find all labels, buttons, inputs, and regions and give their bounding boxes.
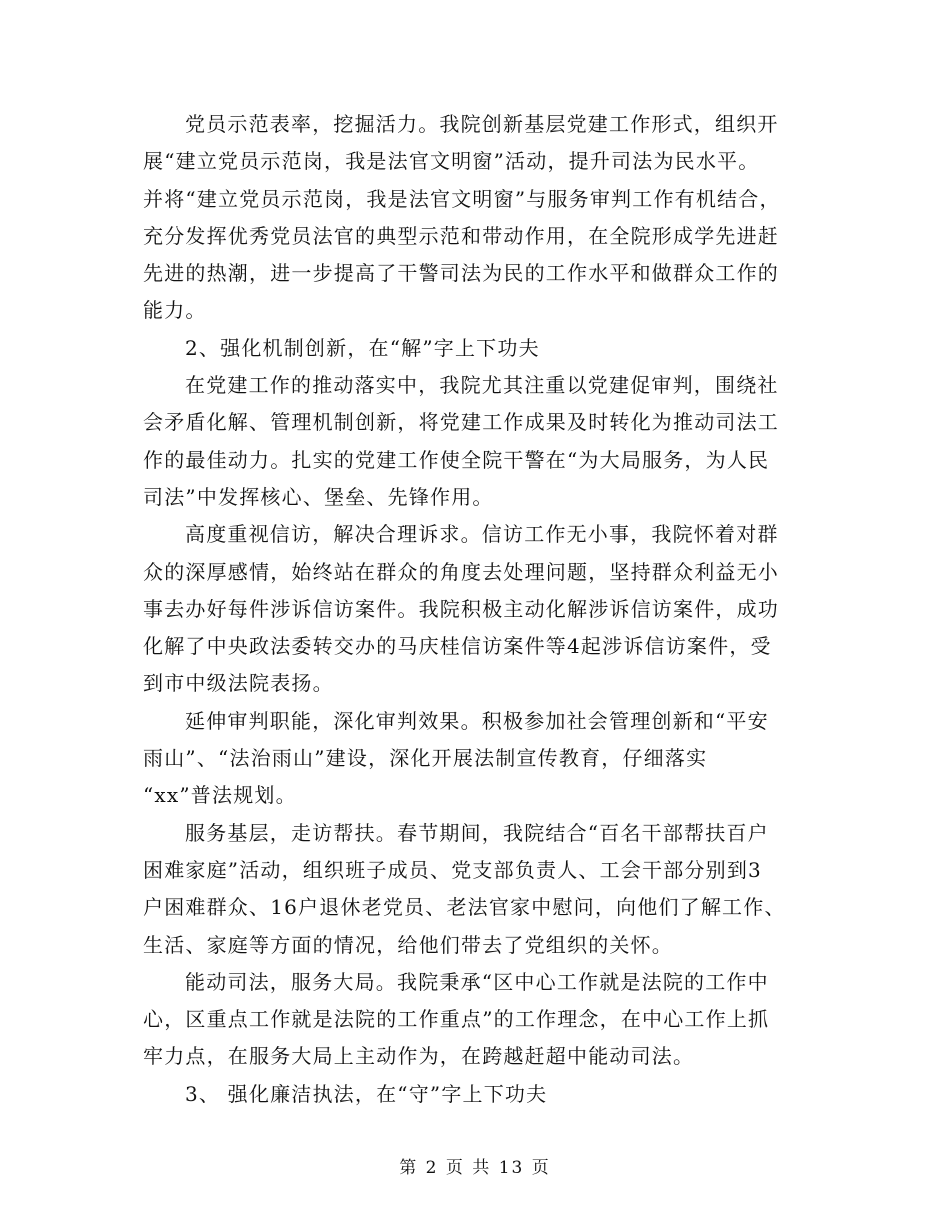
text-line: 展“建立党员示范岗，我是法官文明窗”活动，提升司法为民水平。 [143,149,760,174]
paragraph-petitions [143,516,808,702]
text-line: 能动司法，服务大局。我院秉承“区中心工作就是法院的工作中 [185,969,769,994]
text-line: 并将“建立党员示范岗，我是法官文明窗”与服务审判工作有机结合， [143,186,781,211]
text-line: 先进的热潮，进一步提高了干警司法为民的工作水平和做群众工作的 [143,261,779,286]
section-heading-3 [143,1076,808,1113]
text-line: 作的最佳动力。扎实的党建工作使全院干警在“为大局服务，为人民 [143,447,770,472]
text-line: 延伸审判职能，深化审判效果。积极参加社会管理创新和“平安 [185,708,769,733]
text-line: 高度重视信访，解决合理诉求。信访工作无小事，我院怀着对群 [185,522,779,547]
text-line: 司法”中发挥核心、堡垒、先锋作用。 [143,484,494,509]
text-line: 党员示范表率，挖掘活力。我院创新基层党建工作形式，组织开 [185,112,779,136]
text-line: 事去办好每件涉诉信访案件。我院积极主动化解涉诉信访案件，成功 [143,596,779,621]
text-line: 众的深厚感情，始终站在群众的角度去处理问题，坚持群众利益无小 [143,559,779,584]
heading-text: 3、 强化廉洁执法，在“守”字上下功夫 [185,1081,548,1106]
text-line: 生活、家庭等方面的情况，给他们带去了党组织的关怀。 [143,932,673,957]
document-body [143,106,808,1113]
text-line: 心，区重点工作就是法院的工作重点”的工作理念，在中心工作上抓 [143,1007,770,1032]
text-line: 化解了中央政法委转交办的马庆桂信访案件等4起涉诉信访案件，受 [143,634,772,659]
paragraph-party-building [143,367,808,516]
section-heading-2 [143,330,808,367]
paragraph-active-justice [143,964,808,1076]
paragraph-party-model [143,106,808,330]
text-line: “xx”普法规划。 [143,783,297,808]
text-line: 充分发挥优秀党员法官的典型示范和带动作用，在全院形成学先进赶 [143,223,779,248]
heading-text: 2、强化机制创新，在“解”字上下功夫 [185,335,540,360]
text-line: 在党建工作的推动落实中，我院尤其注重以党建促审判，围绕社 [185,373,779,398]
page-number-footer: 第 2 页 共 13 页 [399,1158,551,1178]
text-line: 到市中级法院表扬。 [143,671,334,696]
text-line: 牢力点，在服务大局上主动作为，在跨越赶超中能动司法。 [143,1044,695,1069]
text-line: 能力。 [143,298,207,323]
text-line: 户困难群众、16户退休老党员、老法官家中慰问，向他们了解工作、 [143,895,786,920]
text-line: 会矛盾化解、管理机制创新，将党建工作成果及时转化为推动司法工 [143,410,779,435]
paragraph-grassroots-visits [143,815,808,964]
text-line: 服务基层，走访帮扶。春节期间，我院结合“百名干部帮扶百户 [185,820,769,845]
text-line: 困难家庭”活动，组织班子成员、党支部负责人、工会干部分别到3 [143,857,762,882]
text-line: 雨山”、“法治雨山”建设，深化开展法制宣传教育，仔细落实 [143,746,708,771]
paragraph-trial-functions [143,703,808,815]
